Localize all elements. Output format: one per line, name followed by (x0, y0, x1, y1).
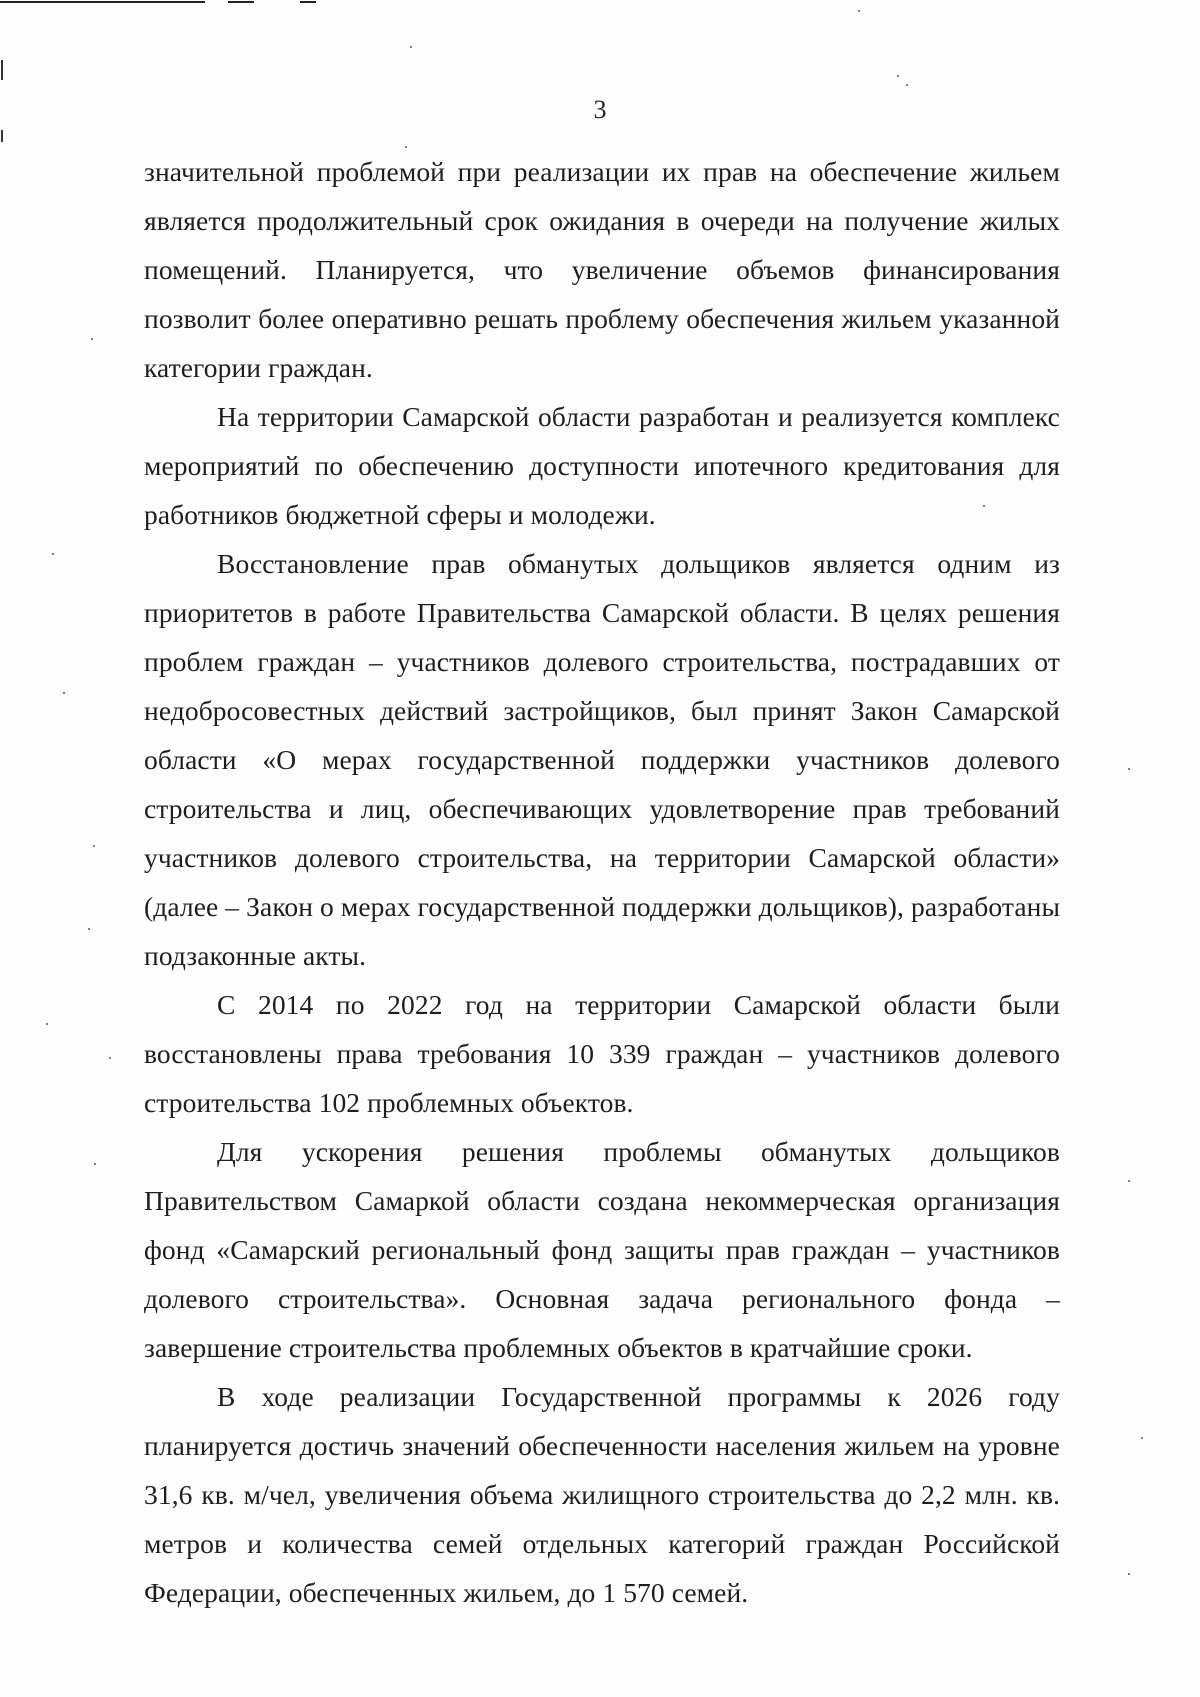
scan-edge-line (300, 1, 316, 3)
scan-speck (1128, 768, 1130, 770)
document-body (144, 147, 1060, 1617)
scan-speck (88, 928, 90, 930)
paragraph-continuation: значительной проблемой при реализации их прав на обеспечение жильем является продолжительный срок ожидания в очереди на получение жилых помещений. Планируется, что увеличение объемов финансирования позволит более оперативно решать проблему обеспечения жильем указанной категории граждан. (144, 156, 1060, 383)
scan-edge-line (0, 1, 205, 3)
scan-speck (52, 553, 54, 555)
scan-speck (858, 10, 860, 12)
scan-speck (906, 84, 908, 86)
scan-edge-mark (1, 60, 3, 80)
page-number: 3 (593, 95, 607, 124)
scan-speck (94, 1163, 96, 1165)
scan-speck (93, 845, 95, 847)
paragraph-defrauded-shareholders: Восстановление прав обманутых дольщиков является одним из приоритетов в работе Правительства Самарской области. В целях решения проблем граждан – участников долевого строительства, пострадавших от недобросовестных действий застройщиков, был принят Закон Самарской области «О мерах государственной поддержки участников долевого строительства и лиц, обеспечивающих удовлетворение прав требований участников долевого строительства, на территории Самарской области» (далее – Закон о мерах государственной поддержки дольщиков), разработаны подзаконные акты. (144, 548, 1061, 971)
scan-speck (1128, 1573, 1130, 1575)
scan-speck (897, 75, 899, 77)
paragraph-mortgage: На территории Самарской области разработан и реализуется комплекс мероприятий по обеспечению доступности ипотечного кредитования для работников бюджетной сферы и молодежи. (144, 401, 1060, 530)
scan-speck (46, 1023, 48, 1025)
paragraph-restored-rights: С 2014 по 2022 год на территории Самарской области были восстановлены права требования 10 339 граждан – участников долевого строительства 102 проблемных объектов. (144, 989, 1060, 1118)
paragraph-program-targets: В ходе реализации Государственной программы к 2026 году планируется достичь значений обеспеченности населения жильем на уровне 31,6 кв. м/чел, увеличения объема жилищного строительства до 2,2 млн. кв. метров и количества семей отдельных категорий граждан Российской Федерации, обеспеченных жильем, до 1 570 семей. (144, 1381, 1060, 1608)
scan-speck (1128, 1180, 1130, 1182)
scan-edge-line (228, 1, 254, 3)
paragraph-regional-fund: Для ускорения решения проблемы обманутых дольщиков Правительством Самаркой области создана некоммерческая организация фонд «Самарский региональный фонд защиты прав граждан – участников долевого строительства». Основная задача регионального фонда – завершение строительства проблемных объектов в кратчайшие сроки. (144, 1136, 1060, 1363)
scan-speck (91, 338, 93, 340)
scan-speck (63, 692, 65, 694)
scan-speck (109, 1057, 111, 1059)
scan-edge-mark (1, 130, 3, 142)
scan-speck (410, 46, 412, 48)
scan-speck (1141, 1437, 1143, 1439)
